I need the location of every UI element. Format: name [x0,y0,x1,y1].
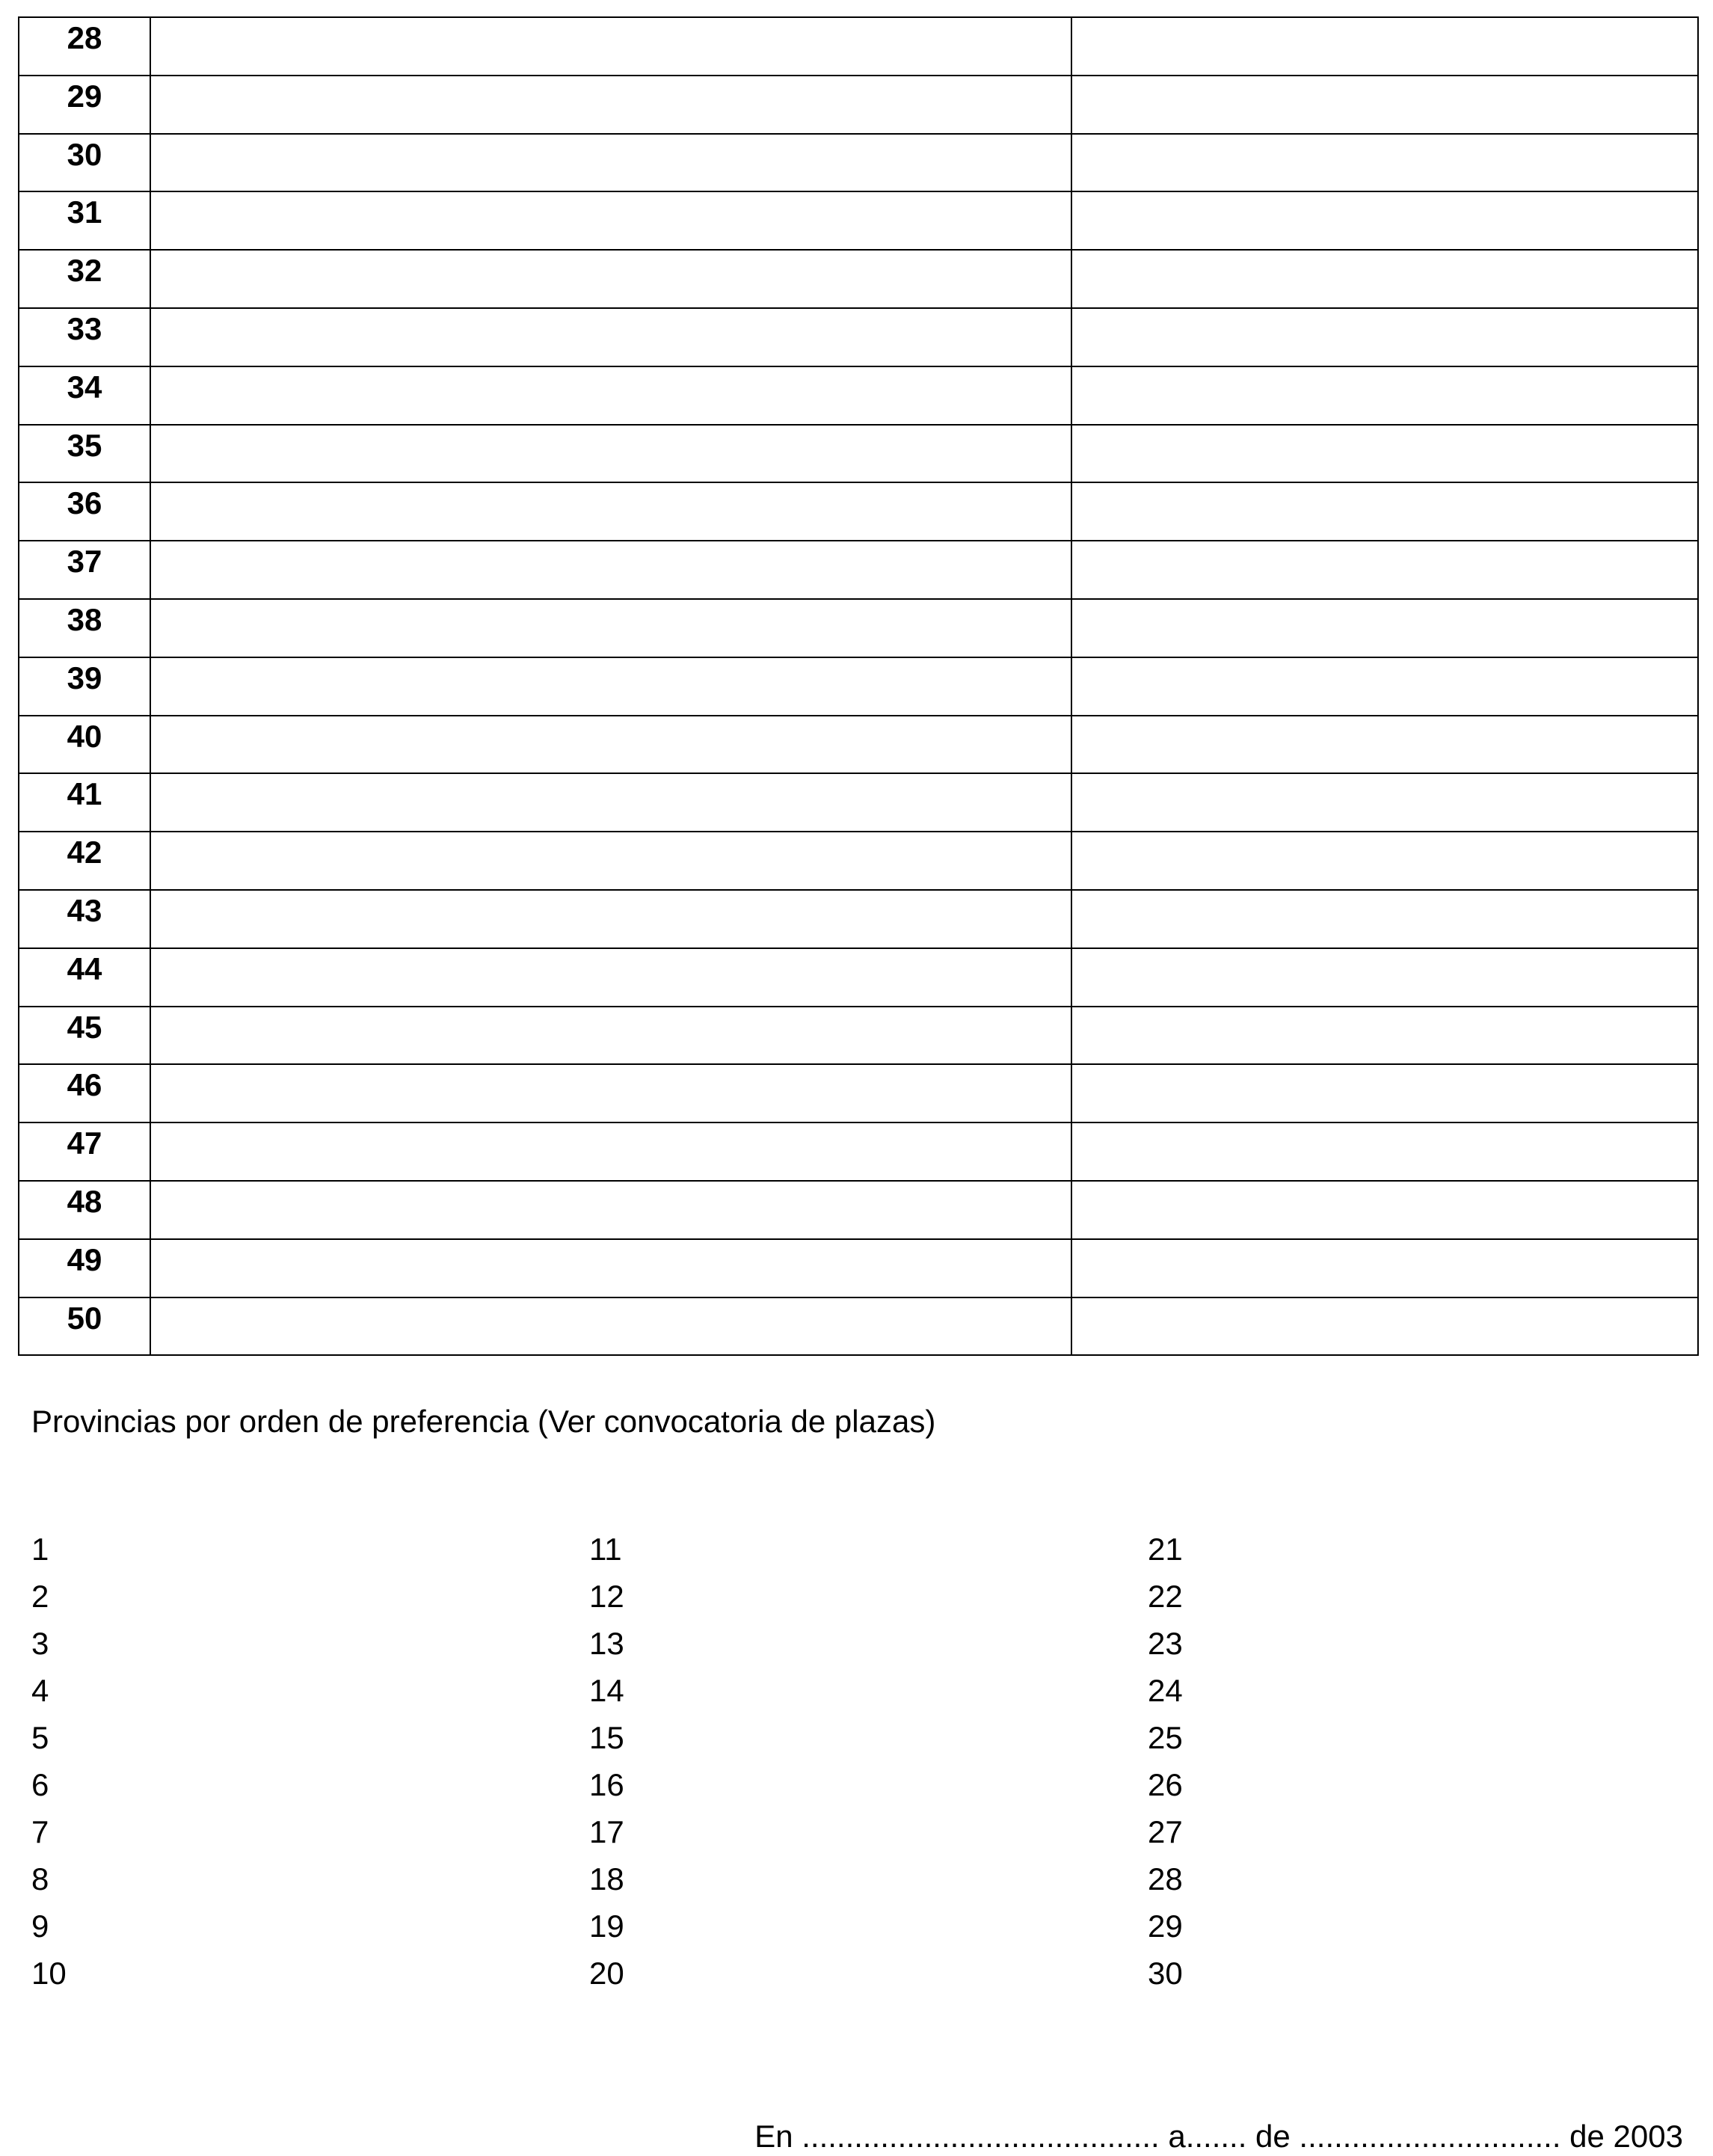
province-slot: 16 [589,1767,624,1802]
province-slot: 15 [589,1720,624,1755]
province-slot: 23 [1148,1626,1183,1661]
row-number: 31 [67,194,102,230]
entry-cell-main[interactable] [150,890,1071,948]
entry-cell-main[interactable] [150,308,1071,366]
row-number-cell [19,1007,150,1065]
entry-cell-secondary[interactable] [1071,1181,1698,1239]
province-slot: 19 [589,1908,624,1944]
entry-cell-secondary[interactable] [1071,657,1698,716]
entry-cell-secondary[interactable] [1071,1297,1698,1356]
entry-cell-secondary[interactable] [1071,716,1698,774]
province-slot: 4 [31,1673,49,1708]
province-slot: 11 [589,1532,622,1567]
province-slot: 25 [1148,1720,1183,1755]
row-number-cell [19,17,150,76]
entry-cell-main[interactable] [150,773,1071,832]
table-row [19,1181,1698,1239]
row-number-cell [19,599,150,657]
row-number: 37 [67,544,102,580]
row-number-cell [19,1064,150,1122]
entry-cell-secondary[interactable] [1071,1122,1698,1181]
entry-cell-main[interactable] [150,366,1071,425]
row-number-cell [19,191,150,250]
entry-cell-main[interactable] [150,17,1071,76]
table-row [19,1007,1698,1065]
table-row [19,541,1698,599]
row-number-cell [19,657,150,716]
table-row [19,1122,1698,1181]
entry-cell-main[interactable] [150,1064,1071,1122]
row-number: 34 [67,369,102,405]
row-number-cell [19,1297,150,1356]
row-number: 33 [67,310,102,346]
table-row [19,308,1698,366]
row-number: 49 [67,1241,102,1277]
row-number-cell [19,1181,150,1239]
province-slot: 22 [1148,1579,1183,1614]
row-number-cell [19,773,150,832]
row-number: 44 [67,950,102,986]
table-row [19,773,1698,832]
province-slot: 18 [589,1861,624,1897]
table-row [19,1239,1698,1297]
entry-cell-secondary[interactable] [1071,191,1698,250]
entry-cell-secondary[interactable] [1071,134,1698,192]
row-number: 45 [67,1009,102,1045]
entry-cell-secondary[interactable] [1071,890,1698,948]
province-slot: 10 [31,1956,67,1991]
row-number: 40 [67,718,102,754]
entry-cell-main[interactable] [150,948,1071,1007]
entry-cell-main[interactable] [150,1007,1071,1065]
province-slot: 24 [1148,1673,1183,1708]
entry-cell-main[interactable] [150,425,1071,483]
province-slot: 29 [1148,1908,1183,1944]
entry-cell-secondary[interactable] [1071,17,1698,76]
entry-cell-secondary[interactable] [1071,599,1698,657]
entry-cell-main[interactable] [150,250,1071,308]
entry-cell-main[interactable] [150,191,1071,250]
entry-cell-main[interactable] [150,657,1071,716]
entry-cell-secondary[interactable] [1071,76,1698,134]
province-slot: 21 [1148,1532,1183,1567]
row-number-cell [19,541,150,599]
entry-cell-main[interactable] [150,1239,1071,1297]
provinces-title: Provincias por orden de preferencia (Ver convocatoria de plazas) [31,1404,936,1439]
row-number: 47 [67,1125,102,1161]
entry-cell-main[interactable] [150,1122,1071,1181]
provinces-list [0,1526,1713,2004]
province-slot: 26 [1148,1767,1183,1802]
row-number-cell [19,134,150,192]
row-number: 38 [67,601,102,637]
province-slot: 27 [1148,1814,1183,1849]
table-row [19,191,1698,250]
entry-cell-main[interactable] [150,1297,1071,1356]
row-number-cell [19,890,150,948]
entry-cell-secondary[interactable] [1071,832,1698,890]
row-number: 41 [67,776,102,812]
row-number: 42 [67,835,102,870]
row-number: 29 [67,78,102,114]
table-row [19,482,1698,541]
province-slot: 20 [589,1956,624,1991]
form-table [18,16,1699,1356]
entry-cell-secondary[interactable] [1071,1064,1698,1122]
entry-cell-main[interactable] [150,482,1071,541]
table-row [19,17,1698,76]
entry-cell-secondary[interactable] [1071,250,1698,308]
province-slot: 3 [31,1626,49,1661]
table-row [19,1064,1698,1122]
entry-cell-secondary[interactable] [1071,948,1698,1007]
row-number: 46 [67,1067,102,1103]
row-number-cell [19,1122,150,1181]
entry-cell-secondary[interactable] [1071,482,1698,541]
province-slot: 7 [31,1814,49,1849]
row-number-cell [19,716,150,774]
entry-cell-secondary[interactable] [1071,425,1698,483]
entry-cell-secondary[interactable] [1071,541,1698,599]
row-number-cell [19,1239,150,1297]
row-number: 30 [67,136,102,172]
entry-cell-main[interactable] [150,716,1071,774]
row-number: 32 [67,253,102,289]
table-row [19,366,1698,425]
row-number: 35 [67,427,102,463]
row-number-cell [19,482,150,541]
table-row [19,890,1698,948]
table-row [19,948,1698,1007]
row-number: 48 [67,1183,102,1219]
signature-date-line: En ......................................... a....... de .............................. de 2003 [754,2119,1683,2154]
entry-cell-secondary[interactable] [1071,308,1698,366]
entry-cell-secondary[interactable] [1071,1239,1698,1297]
provinces-column-1 [31,1526,67,1997]
row-number: 39 [67,660,102,695]
entry-cell-main[interactable] [150,1181,1071,1239]
table-row [19,657,1698,716]
table-row [19,425,1698,483]
form-table-body [19,17,1698,1355]
province-slot: 1 [31,1532,49,1567]
province-slot: 17 [589,1814,624,1849]
row-number-cell [19,948,150,1007]
entry-cell-main[interactable] [150,599,1071,657]
entry-cell-main[interactable] [150,832,1071,890]
province-slot: 8 [31,1861,49,1897]
provinces-column-3 [1148,1526,1183,1997]
table-row [19,134,1698,192]
table-row [19,250,1698,308]
province-slot: 30 [1148,1956,1183,1991]
entry-cell-main[interactable] [150,134,1071,192]
row-number-cell [19,76,150,134]
entry-cell-main[interactable] [150,541,1071,599]
province-slot: 6 [31,1767,49,1802]
table-row [19,1297,1698,1356]
row-number-cell [19,250,150,308]
province-slot: 5 [31,1720,49,1755]
table-row [19,599,1698,657]
row-number-cell [19,366,150,425]
table-row [19,716,1698,774]
table-row [19,832,1698,890]
row-number: 28 [67,20,102,55]
province-slot: 13 [589,1626,624,1661]
row-number-cell [19,832,150,890]
province-slot: 2 [31,1579,49,1614]
entry-cell-secondary[interactable] [1071,773,1698,832]
row-number: 36 [67,485,102,521]
entry-cell-secondary[interactable] [1071,366,1698,425]
row-number-cell [19,425,150,483]
province-slot: 14 [589,1673,624,1708]
province-slot: 9 [31,1908,49,1944]
province-slot: 12 [589,1579,624,1614]
entry-cell-main[interactable] [150,76,1071,134]
row-number: 50 [67,1300,102,1336]
entry-cell-secondary[interactable] [1071,1007,1698,1065]
row-number: 43 [67,892,102,928]
provinces-column-2 [589,1526,624,1997]
table-row [19,76,1698,134]
province-slot: 28 [1148,1861,1183,1897]
row-number-cell [19,308,150,366]
